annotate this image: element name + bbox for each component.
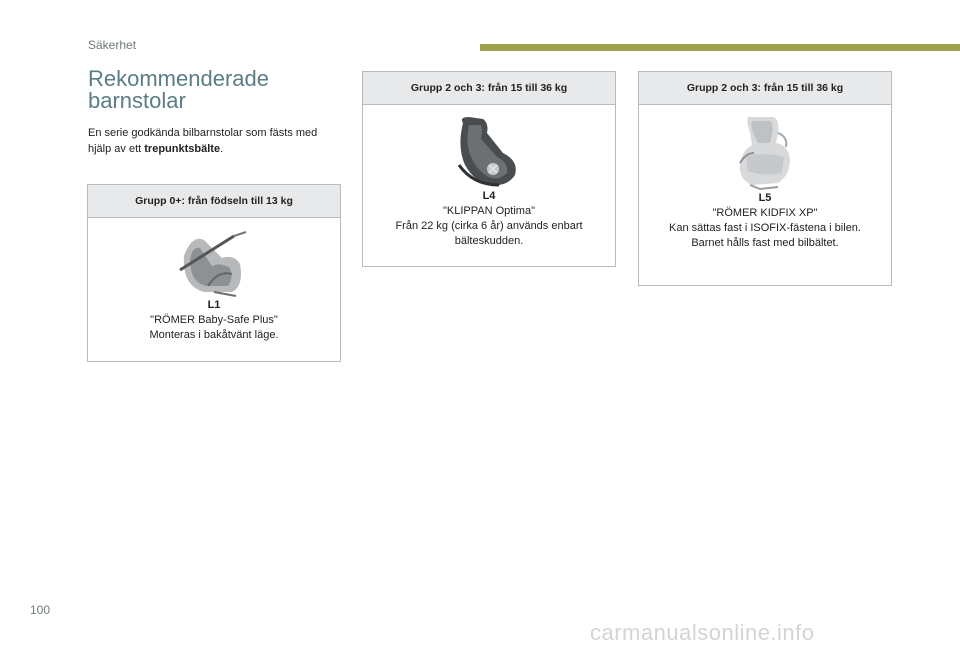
baby-seat-image: [88, 226, 340, 298]
watermark: carmanualsonline.info: [590, 620, 815, 645]
seat-card-l1: [87, 184, 341, 362]
seat-code: L4: [482, 190, 496, 202]
booster-seat-image-romer: [639, 113, 891, 191]
seat-note-line: bälteskudden.: [454, 235, 524, 247]
section-bar: [480, 44, 960, 51]
seat-code: L1: [207, 299, 221, 311]
seat-name: "RÖMER Baby-Safe Plus": [150, 314, 278, 326]
card-header: Grupp 0+: från födseln till 13 kg: [88, 185, 340, 218]
seat-note-line: Monteras i bakåtvänt läge.: [149, 329, 279, 341]
section-label: Säkerhet: [88, 38, 137, 52]
page-title: Rekommenderade barnstolar: [88, 66, 269, 113]
intro-text: En serie godkända bilbarnstolar som fästs med hjälp av ett: [88, 127, 318, 155]
seat-card-l4: [362, 71, 616, 267]
seat-note-line: Barnet hålls fast med bilbältet.: [691, 237, 839, 249]
card-body: [88, 298, 340, 343]
card-header: Grupp 2 och 3: från 15 till 36 kg: [639, 72, 891, 105]
seat-code: L5: [758, 192, 772, 204]
card-header: Grupp 2 och 3: från 15 till 36 kg: [363, 72, 615, 105]
card-body: [639, 191, 891, 251]
seat-card-l5: [638, 71, 892, 286]
seat-note-line: Kan sättas fast i ISOFIX-fästena i bilen.: [669, 222, 861, 234]
page-number: 100: [30, 603, 51, 617]
seat-note-line: Från 22 kg (cirka 6 år) används enbart: [395, 220, 583, 232]
card-body: [363, 189, 615, 249]
intro-bold: trepunktsbälte: [144, 143, 221, 155]
intro-paragraph: [88, 125, 343, 157]
seat-name: "RÖMER KIDFIX XP": [712, 207, 818, 219]
intro-suffix: .: [220, 143, 224, 155]
seat-name: "KLIPPAN Optima": [443, 205, 535, 217]
booster-seat-image-klippan: [363, 113, 615, 189]
